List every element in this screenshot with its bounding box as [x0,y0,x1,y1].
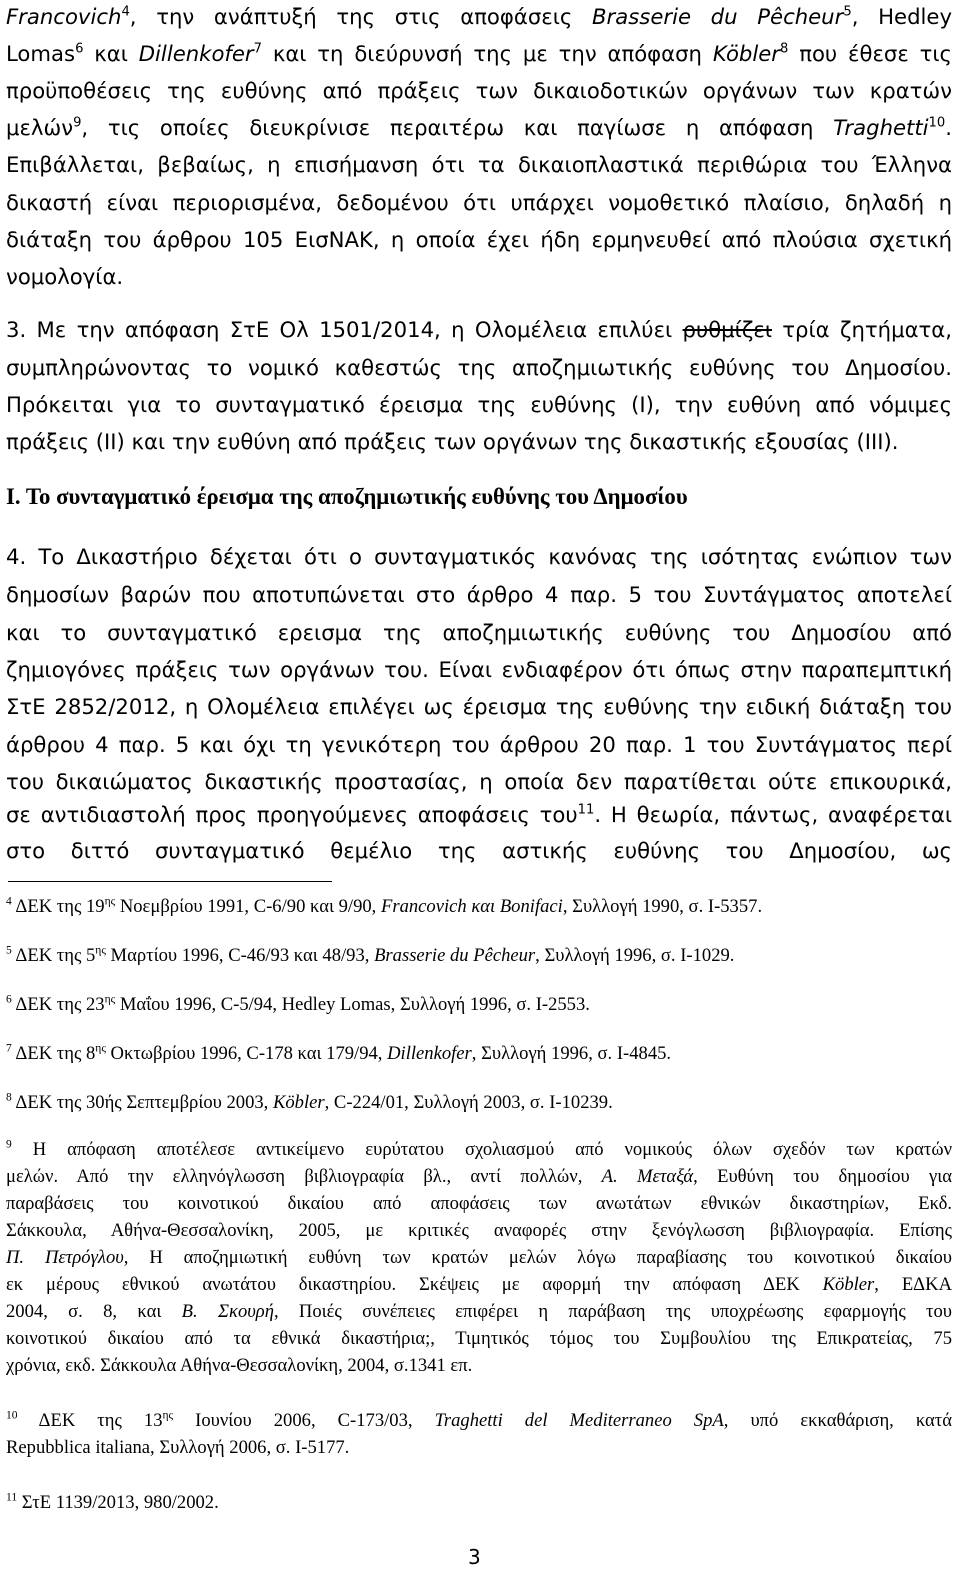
text-line: μελών$^9$, τις οποίες διευκρίνισε περαιτέρω και παγίωσε η απόφαση Traghetti$^{10}$. [6,115,952,140]
footnote-ref: 9 [73,115,82,131]
footnote-separator [8,881,332,882]
text-line: και το συνταγματικό ερεισμα της αποζημιωτικής ευθύνης του Δημοσίου από [6,620,952,645]
footnote-7: $^7$ ΔΕΚ της $8^{\eta\varsigma}$ Οκτωβρίου 1996, C-178 και 179/94, Dillenkofer, Συλλογή 1996, σ. Ι-4845. [6,1042,672,1064]
footnote-10: $^{10}$ ΔΕΚ της $13^{\eta\varsigma}$ Ιουνίου 2006, C-173/03, Traghetti del Mediterraneo SpA, υπό εκκαθάριση, κατά [6,1409,953,1431]
text-line: προϋποθέσεις της ευθύνης από πράξεις των δικαιοδοτικών οργάνων των κρατών [6,78,952,103]
footnote-6: $^6$ ΔΕΚ της $23^{\eta\varsigma}$ Μαΐου 1996, C-5/94, Hedley Lomas, Συλλογή 1996, σ. Ι-2553. [6,993,590,1015]
footnote-ref: 4 [121,4,130,20]
section-heading: Ι. Το συνταγματικό έρεισμα της αποζημιωτικής ευθύνης του Δημοσίου [6,484,688,509]
text-line: πράξεις (ΙΙ) και την ευθύνη από πράξεις των οργάνων της δικαστικής εξουσίας (ΙΙΙ). [6,429,899,454]
footnote-line: κοινοτικού δικαίου από τα εθνικά δικαστήρια;, Τιμητικός τόμος του Συμβουλίου της Επικρατείας, 75 [6,1328,952,1349]
footnote-line: χρόνια, εκδ. Σάκκουλα Αθήνα-Θεσσαλονίκη, 2004, σ.1341 επ. [6,1355,473,1376]
text-line: νομολογία. [6,264,124,289]
text-line: σε αντιδιαστολή προς προηγούμενες αποφάσεις του$^{11}$. Η θεωρία, πάντως, αναφέρεται [6,802,952,827]
text-line: του δικαιώματος δικαστικής προστασίας, η οποία δεν παρατίθεται ούτε επικουρικά, [6,769,952,794]
footnote-ref: 8 [780,41,789,57]
footnote-line: μελών. Από την ελληνόγλωσση βιβλιογραφία βλ., αντί πολλών, Α. Μεταξά, Ευθύνη του δημοσίου για [6,1166,953,1187]
text-line: δικαστή είναι περιορισμένα, δεδομένου ότι υπάρχει νομοθετικό πλαίσιο, δηλαδή η [6,190,952,215]
footnote-ref: 11 [577,802,595,818]
footnote-9: $^9$ Η απόφαση αποτέλεσε αντικείμενο ευρύτατου σχολιασμού από νομικούς όλων σχεδόν των κρατών [6,1138,952,1160]
text-line: συμπληρώνοντας το νομικό καθεστώς της αποζημιωτικής ευθύνης του Δημοσίου. [6,355,952,380]
footnote-ref: 7 [253,41,262,57]
text-line: Πρόκειται για το συνταγματικό έρεισμα της ευθύνης (Ι), την ευθύνη από νόμιμες [6,392,952,417]
page-number: 3 [468,1545,481,1569]
footnote-line: Π. Πετρόγλου, Η αποζημιωτική ευθύνη των κρατών μελών λόγω παραβίασης του κοινοτικού δικαίου [6,1247,952,1268]
footnote-line: Repubblica italiana, Συλλογή 2006, σ. Ι-5177. [6,1437,350,1458]
text-line: διάταξη του άρθρου 105 ΕισΝΑΚ, η οποία έχει ήδη ερμηνευθεί από πλούσια σχετική [6,227,952,252]
text-line: Francovich$^4$, την ανάπτυξή της στις αποφάσεις Brasserie du Pêcheur$^5$, Hedley [6,4,953,29]
footnote-ref: 10 [928,115,946,131]
footnote-4: $^4$ ΔΕΚ της $19^{\eta\varsigma}$ Νοεμβρίου 1991, C-6/90 και 9/90, Francovich και Bonifaci, Συλλογή 1990, σ. Ι-5357. [6,895,763,917]
text-line: ΣτΕ 2852/2012, η Ολομέλεια επιλέγει ως έρεισμα της ευθύνης την ειδική διάταξη του [6,694,952,719]
text-line: 4. Το Δικαστήριο δέχεται ότι ο συνταγματικός κανόνας της ισότητας ενώπιον των [6,544,952,569]
text-line: δημοσίων βαρών που αποτυπώνεται στο άρθρο 4 παρ. 5 του Συντάγματος αποτελεί [6,582,952,607]
text-line: Επιβάλλεται, βεβαίως, η επισήμανση ότι τα δικαιοπλαστικά περιθώρια του Έλληνα [6,152,952,177]
footnote-line: Σάκκουλα, Αθήνα-Θεσσαλονίκη, 2005, με κριτικές αναφορές στην ξενόγλωσση βιβλιογραφία. Επίσης [6,1220,952,1241]
text-line: ζημιογόνες πράξεις των οργάνων του. Είναι ενδιαφέρον ότι όπως στην παραπεμπτική [6,657,952,682]
footnote-8: $^8$ ΔΕΚ της 30ής Σεπτεμβρίου 2003, Köbler, C-224/01, Συλλογή 2003, σ. Ι-10239. [6,1091,613,1113]
text-line: στο διττό συνταγματικό θεμέλιο της αστικής ευθύνης του Δημοσίου, ως [6,838,952,863]
footnote-5: $^5$ ΔΕΚ της $5^{\eta\varsigma}$ Μαρτίου 1996, C-46/93 και 48/93, Brasserie du Pêcheur, Συλλογή 1996, σ. Ι-1029. [6,944,735,966]
text-line: 3. Με την απόφαση ΣτΕ Ολ 1501/2014, η Ολομέλεια επιλύει ρυθμίζει τρία ζητήματα, [6,317,952,342]
text-line: Lomas$^6$ και Dillenkofer$^7$ και τη διεύρυνσή της με την απόφαση Köbler$^8$ που έθεσε τις [6,41,952,66]
struck-word: ρυθμίζει [682,317,772,342]
footnote-ref: 6 [75,41,84,57]
footnote-line: παραβάσεις του κοινοτικού δικαίου από αποφάσεις των ανωτάτων εθνικών δικαστηρίων, Εκδ. [6,1193,952,1214]
footnote-line: 2004, σ. 8, και Β. Σκουρή, Ποιές συνέπειες επιφέρει η παράβαση της υποχρέωσης εφαρμογής του [6,1301,952,1322]
footnote-ref: 5 [843,4,852,20]
footnote-11: $^{11}$ ΣτΕ 1139/2013, 980/2002. [6,1491,219,1513]
footnote-line: εκ μέρους εθνικού ανωτάτου δικαστηρίου. Σκέψεις με αφορμή την απόφαση ΔΕΚ Köbler, ΕΔΚΑ [6,1274,952,1295]
text-line: άρθρου 4 παρ. 5 και όχι τη γενικότερη του άρθρου 20 παρ. 1 του Συντάγματος περί [6,732,952,757]
